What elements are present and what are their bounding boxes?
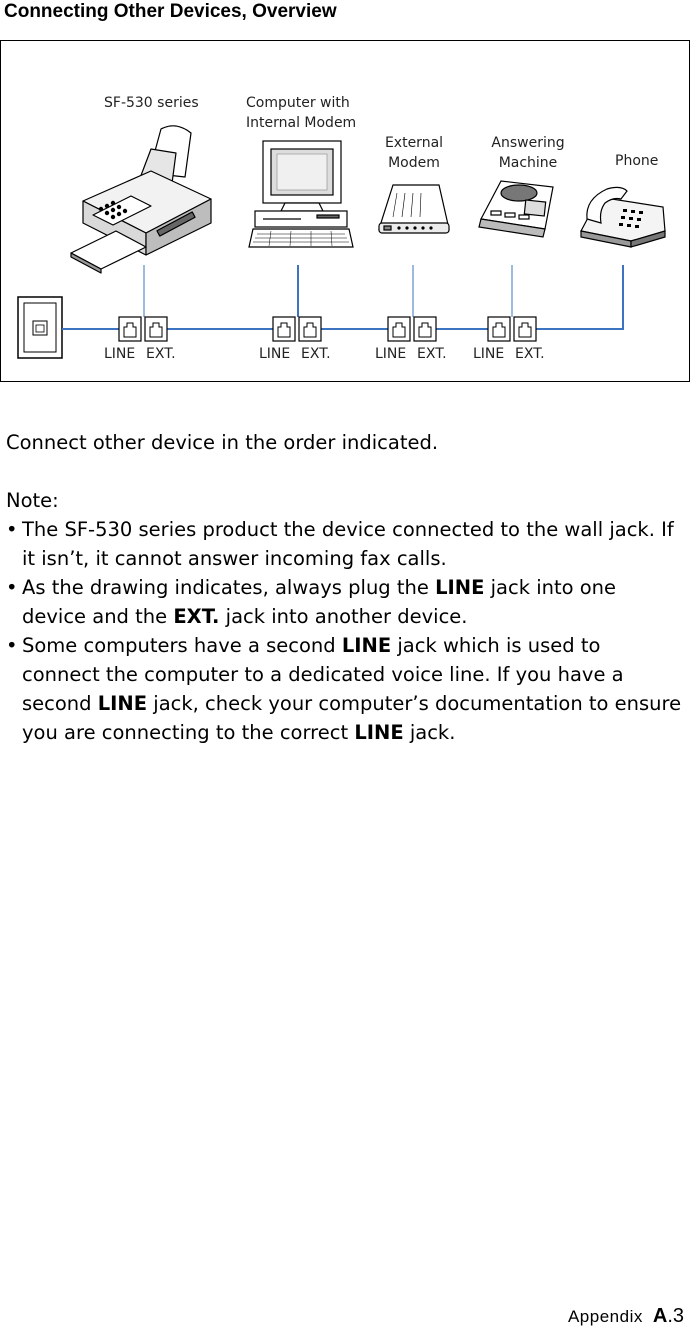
jack-pair-4 <box>488 317 536 341</box>
jack-4-line-label: LINE <box>473 346 505 362</box>
page-footer <box>568 1305 684 1328</box>
page-number: A.3 <box>652 1305 684 1327</box>
bullet-dot: • <box>6 576 18 599</box>
computer-icon <box>249 141 353 247</box>
bullet-dot: • <box>6 518 18 541</box>
modem-label-line1: External <box>384 135 444 151</box>
page-title: Connecting Other Devices, Overview <box>4 1 337 22</box>
modem-label-line2: Modem <box>388 155 440 171</box>
diagram-svg <box>1 41 691 383</box>
body-text <box>6 428 682 747</box>
jack-2-line-label: LINE <box>259 346 291 362</box>
jack-3-ext-label: EXT. <box>417 346 447 362</box>
note-heading: Note: <box>6 489 59 512</box>
computer-label-line2: Internal Modem <box>246 115 357 131</box>
answering-label-line1: Answering <box>491 135 565 151</box>
bullet-dot: • <box>6 634 18 657</box>
fax-label: SF-530 series <box>104 95 199 111</box>
telephone-icon <box>581 187 665 247</box>
note-bullet-1: • The SF-530 series product the device connected to the wall jack. If it isn’t, it cannot answer incoming fax calls. <box>6 515 682 573</box>
device-drop-lines <box>144 265 512 317</box>
jack-pair-1 <box>119 317 167 341</box>
wall-jack-icon <box>18 297 62 358</box>
intro-text: Connect other device in the order indicated. <box>6 431 439 454</box>
jack-1-ext-label: EXT. <box>146 346 176 362</box>
jack-pair-3 <box>388 317 436 341</box>
computer-label-line1: Computer with <box>246 95 350 111</box>
phone-label: Phone <box>615 153 659 169</box>
note-bullet-2: • As the drawing indicates, always plug the LINE jack into one device and the EXT. jack into another device. <box>6 573 682 631</box>
connection-diagram <box>0 40 690 382</box>
jack-3-line-label: LINE <box>375 346 407 362</box>
note-bullet-3: • Some computers have a second LINE jack which is used to connect the computer to a dedicated voice line. If you have a second LINE jack, check your computer’s documentation to ensure you are connecting to the correct LINE jack. <box>6 631 682 747</box>
footer-section-label: Appendix <box>567 1307 643 1326</box>
fax-machine-icon <box>71 126 211 273</box>
jack-4-ext-label: EXT. <box>515 346 545 362</box>
answering-machine-icon <box>479 181 553 237</box>
jack-2-ext-label: EXT. <box>301 346 331 362</box>
jack-1-line-label: LINE <box>104 346 136 362</box>
jack-pair-2 <box>273 317 321 341</box>
external-modem-icon <box>379 185 449 233</box>
answering-label-line2: Machine <box>498 155 558 171</box>
